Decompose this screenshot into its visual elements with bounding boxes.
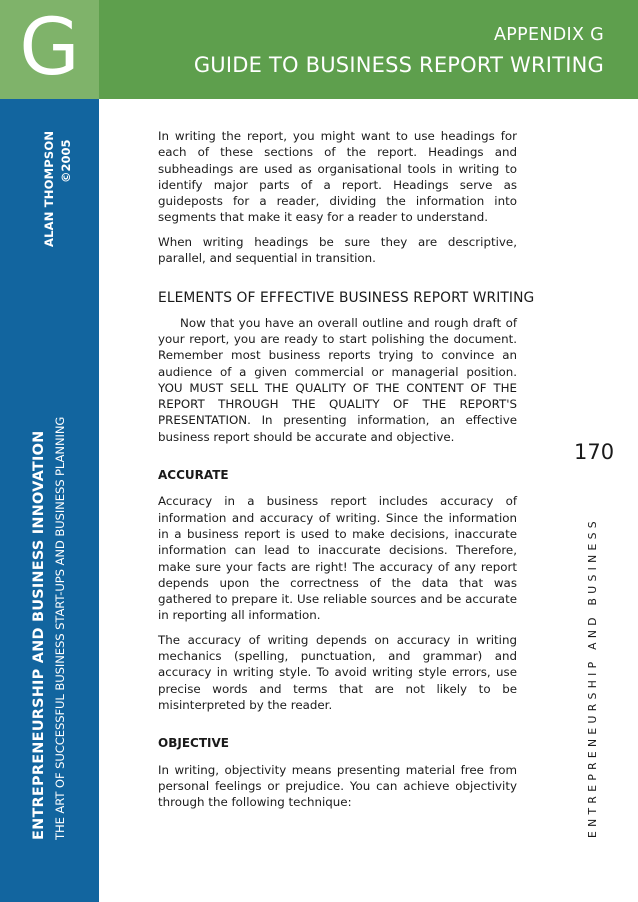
- objective-paragraph: In writing, objectivity means presenting material free from personal feelings or prejudice. You can achieve objectivity through the following technique:: [158, 762, 517, 810]
- accurate-heading: ACCURATE: [158, 468, 229, 483]
- accurate-paragraph-1: Accuracy in a business report includes accuracy of information and accuracy of writing. Since the information in a business report is used to make decisions, inaccurate information can lead to inaccurate decisions. Therefore, make sure your facts are right! The accuracy of any report depends upon the correctness of the data that was gathered to prepare it. Use reliable sources and be accurate in reporting all information.: [158, 494, 517, 623]
- section-heading: ELEMENTS OF EFFECTIVE BUSINESS REPORT WRITING: [158, 290, 535, 307]
- page-header: [99, 0, 638, 99]
- book-subtitle: THE ART OF SUCCESSFUL BUSINESS START-UPS AND BUSINESS PLANNING: [53, 416, 67, 840]
- author-name: ALAN THOMPSON: [42, 130, 56, 247]
- book-series-title: ENTREPRENEURSHIP AND BUSINESS INNOVATION: [31, 430, 47, 840]
- section-paragraph: Now that you have an overall outline and rough draft of your report, you are ready to start polishing the document. Remember most business reports trying to convince an audience of a given commercial or managerial position. YOU MUST SELL THE QUALITY OF THE CONTENT OF THE REPORT THROUGH THE QUALITY OF THE REPORT'S PRESENTATION. In presenting information, an effective business report should be accurate and objective.: [158, 315, 517, 444]
- copyright-year: ©2005: [59, 139, 73, 183]
- page-number: 170: [574, 440, 615, 464]
- main-content: [158, 128, 535, 810]
- running-title-vertical: ENTREPRENEURSHIP AND BUSINESS: [586, 517, 599, 838]
- chapter-letter: G: [19, 2, 80, 93]
- appendix-label: APPENDIX G: [494, 25, 604, 45]
- page-title: GUIDE TO BUSINESS REPORT WRITING: [193, 53, 604, 77]
- left-sidebar: [0, 99, 99, 902]
- intro-paragraph-1: In writing the report, you might want to use headings for each of these sections of the report. Headings and subheadings are used as organisational tools in writing to identify major parts of a report. Headings serve as guideposts for a reader, dividing the information into segments that make it easy for a reader to understand.: [158, 129, 517, 225]
- intro-paragraph-2: When writing headings be sure they are descriptive, parallel, and sequential in transition.: [158, 234, 517, 266]
- chapter-letter-block: [0, 0, 99, 99]
- accurate-paragraph-2: The accuracy of writing depends on accuracy in writing mechanics (spelling, punctuation, and grammar) and accuracy in writing style. To avoid writing style errors, use precise words and terms that are not likely to be misinterpreted by the reader.: [158, 632, 517, 712]
- objective-heading: OBJECTIVE: [158, 736, 229, 751]
